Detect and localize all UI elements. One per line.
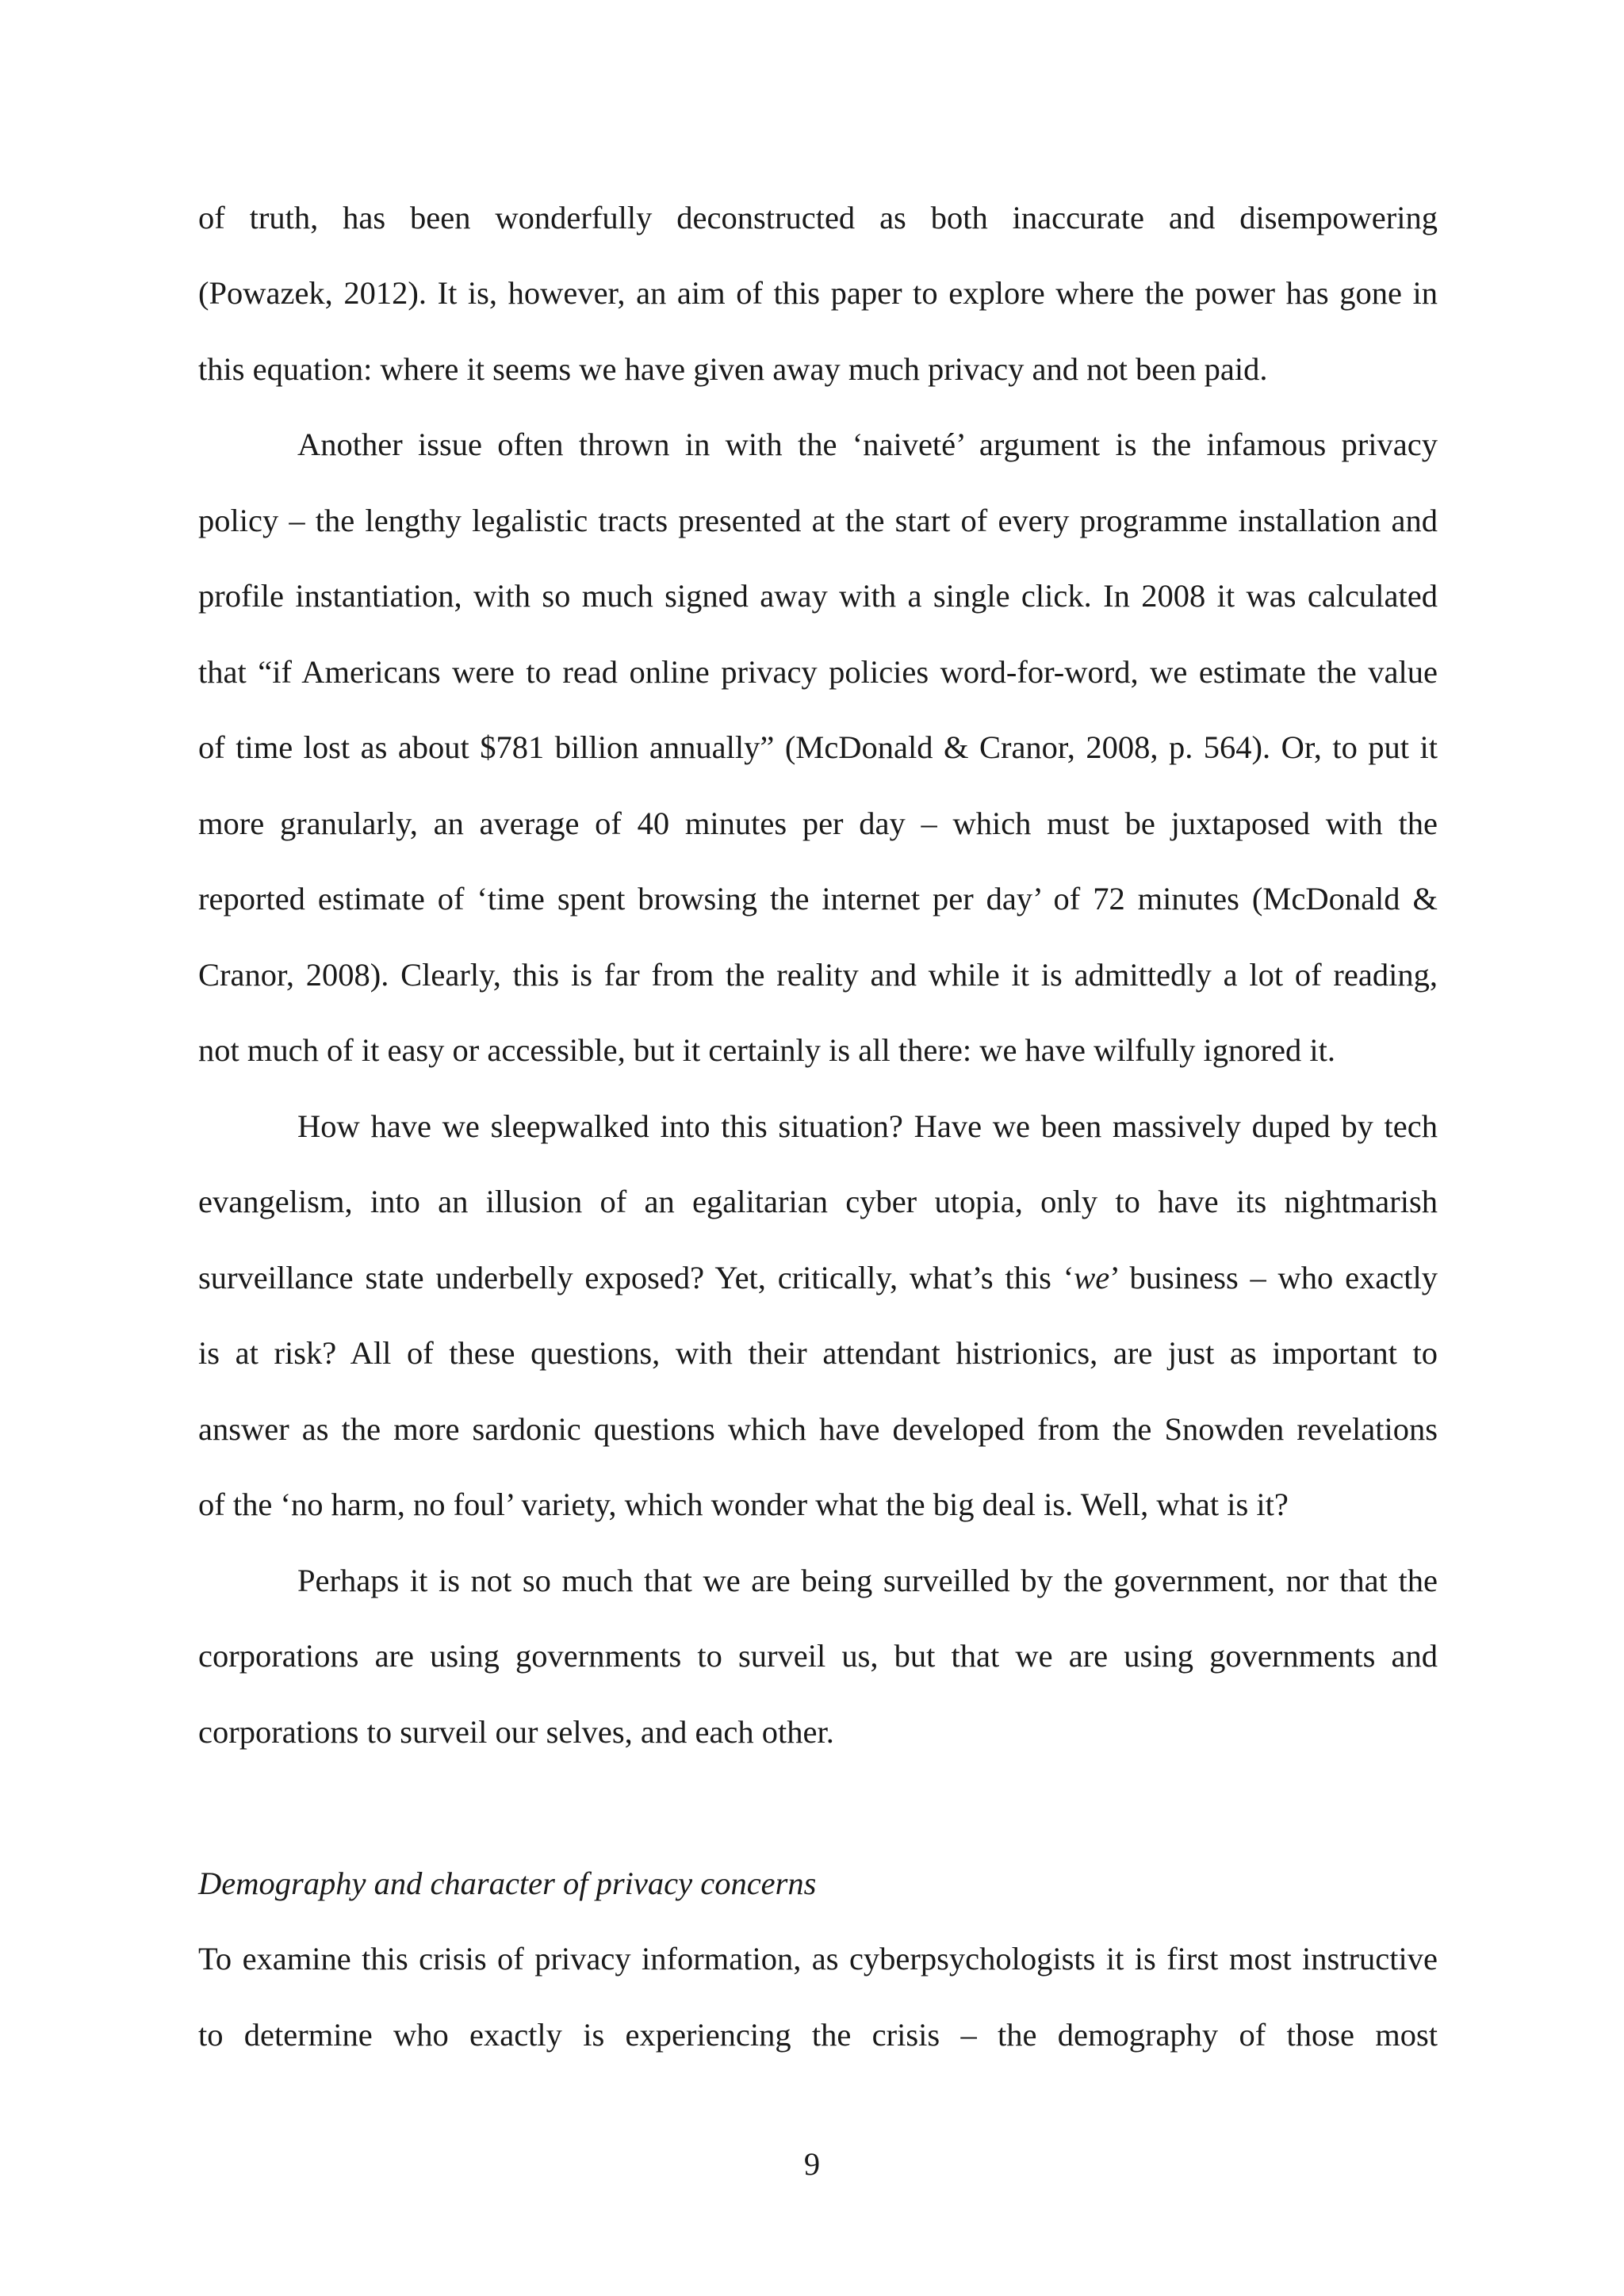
section-heading: Demography and character of privacy concerns: [198, 1866, 817, 1901]
body-text-line: more granularly, an average of 40 minutes per day – which must be juxtaposed with the: [198, 806, 1438, 841]
body-text-line: of truth, has been wonderfully deconstructed as both inaccurate and disempowering: [198, 200, 1438, 235]
body-text-line: this equation: where it seems we have given away much privacy and not been paid.: [198, 351, 1268, 387]
body-text-line: Cranor, 2008). Clearly, this is far from the reality and while it is admittedly a lot of reading,: [198, 957, 1438, 993]
body-text-line: Another issue often thrown in with the ‘naiveté’ argument is the infamous privacy: [297, 427, 1438, 462]
body-text-line: How have we sleepwalked into this situation? Have we been massively duped by tech: [297, 1108, 1438, 1144]
body-text-line: of time lost as about $781 billion annually” (McDonald & Cranor, 2008, p. 564). Or, to put it: [198, 729, 1438, 765]
body-text-line: of the ‘no harm, no foul’ variety, which wonder what the big deal is. Well, what is it?: [198, 1487, 1289, 1522]
body-text-line: profile instantiation, with so much signed away with a single click. In 2008 it was calculated: [198, 578, 1438, 614]
body-text-line: answer as the more sardonic questions which have developed from the Snowden revelations: [198, 1411, 1438, 1447]
body-text-line: To examine this crisis of privacy information, as cyberpsychologists it is first most instructive: [198, 1941, 1438, 1976]
emphasis-we: we: [1074, 1260, 1110, 1295]
body-text-line: evangelism, into an illusion of an egalitarian cyber utopia, only to have its nightmarish: [198, 1184, 1438, 1219]
body-text-line: corporations to surveil our selves, and each other.: [198, 1714, 834, 1750]
body-text-line: Perhaps it is not so much that we are being surveilled by the government, nor that the: [297, 1563, 1438, 1598]
body-text-line: that “if Americans were to read online privacy policies word-for-word, we estimate the value: [198, 654, 1438, 690]
body-text-line: (Powazek, 2012). It is, however, an aim of this paper to explore where the power has gone in: [198, 275, 1438, 311]
body-text-line: corporations are using governments to surveil us, but that we are using governments and: [198, 1638, 1438, 1674]
body-text-line: is at risk? All of these questions, with their attendant histrionics, are just as important to: [198, 1335, 1438, 1371]
text-run: ’ business – who exactly: [1109, 1260, 1438, 1295]
body-text-line: reported estimate of ‘time spent browsing the internet per day’ of 72 minutes (McDonald &: [198, 881, 1438, 916]
body-text-line: [198, 1259, 1438, 1297]
body-text-line: to determine who exactly is experiencing the crisis – the demography of those most: [198, 2017, 1438, 2053]
page-number: 9: [803, 2146, 821, 2182]
body-text-line: not much of it easy or accessible, but it certainly is all there: we have wilfully ignored it.: [198, 1032, 1335, 1068]
body-text-line: policy – the lengthy legalistic tracts presented at the start of every programme installation and: [198, 503, 1438, 538]
text-run: surveillance state underbelly exposed? Yet, critically, what’s this ‘: [198, 1260, 1074, 1295]
